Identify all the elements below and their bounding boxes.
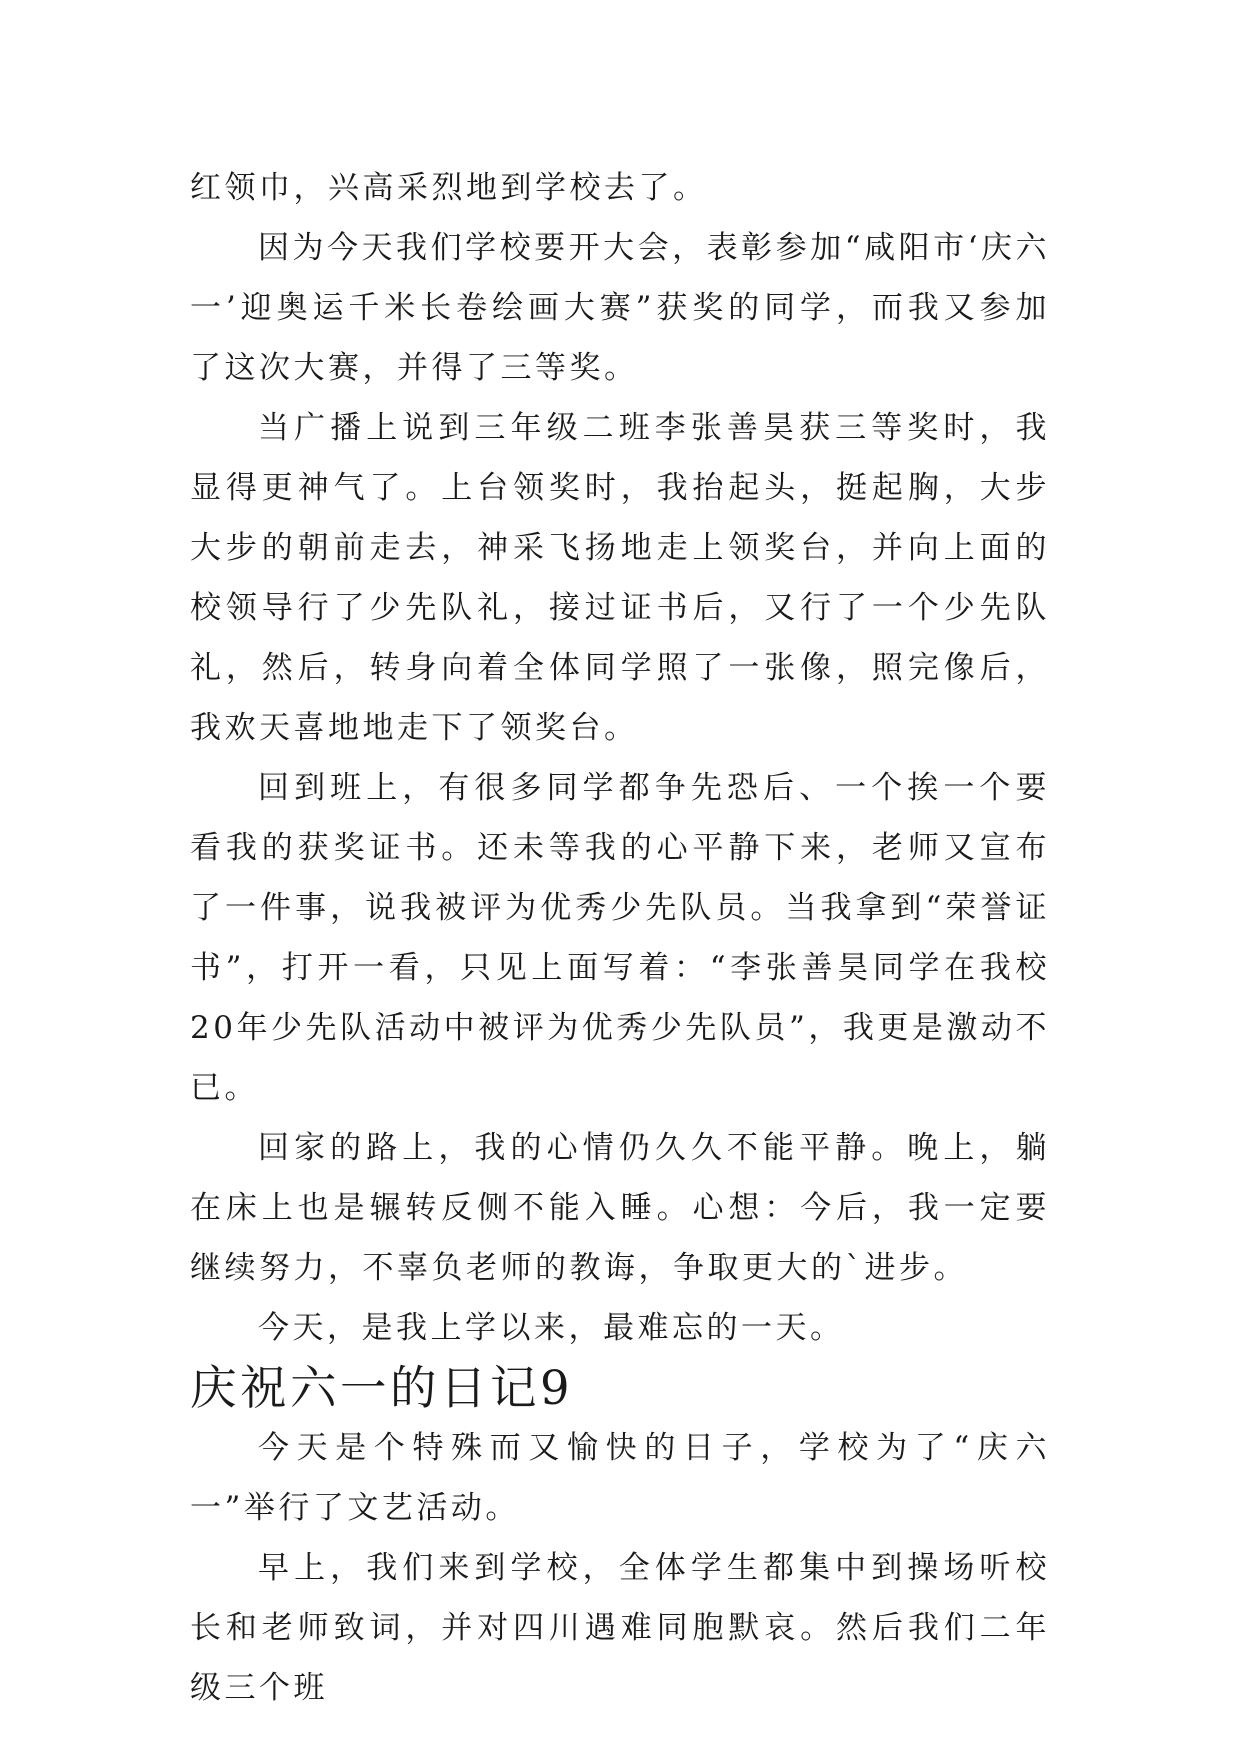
paragraph: 回到班上，有很多同学都争先恐后、一个挨一个要看我的获奖证书。还未等我的心平静下来，老师又宣布了一件事，说我被评为优秀少先队员。当我拿到“荣誉证书”，打开一看，只见上面写着：“李张善昊同学在我校20年少先队活动中被评为优秀少先队员”，我更是激动不已。 — [190, 770, 1050, 1106]
paragraph: 回家的路上，我的心情仍久久不能平静。晚上，躺在床上也是辗转反侧不能入睡。心想：今后，我一定要继续努力，不辜负老师的教诲，争取更大的`进步。 — [190, 1130, 1050, 1286]
section-title: 庆祝六一的日记9 — [190, 1361, 574, 1415]
paragraph: 今天是个特殊而又愉快的日子，学校为了“庆六一”举行了文艺活动。 — [190, 1430, 1050, 1526]
paragraph-continued: 红领巾，兴高采烈地到学校去了。 — [190, 170, 708, 206]
paragraph: 当广播上说到三年级二班李张善昊获三等奖时，我显得更神气了。上台领奖时，我抬起头，挺起胸，大步大步的朝前走去，神采飞扬地走上领奖台，并向上面的校领导行了少先队礼，接过证书后，又行了一个少先队礼，然后，转身向着全体同学照了一张像，照完像后，我欢天喜地地走下了领奖台。 — [190, 410, 1050, 746]
paragraph: 今天，是我上学以来，最难忘的一天。 — [258, 1310, 845, 1346]
paragraph: 早上，我们来到学校，全体学生都集中到操场听校长和老师致词，并对四川遇难同胞默哀。然后我们二年级三个班 — [190, 1550, 1050, 1706]
paragraph: 因为今天我们学校要开大会，表彰参加“咸阳市‘庆六一’迎奥运千米长卷绘画大赛”获奖的同学，而我又参加了这次大赛，并得了三等奖。 — [190, 230, 1050, 386]
document-body — [190, 158, 1050, 1718]
